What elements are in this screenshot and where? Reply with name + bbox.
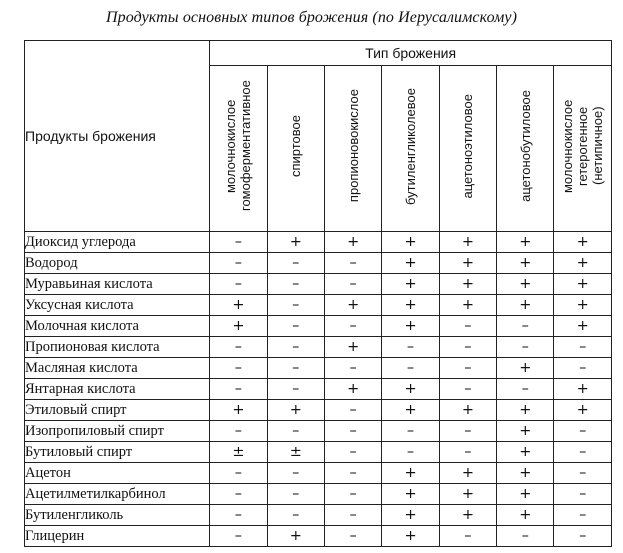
presence-mark: – [382,337,439,358]
table-row [25,442,612,463]
presence-mark: – [497,379,554,400]
presence-mark: + [210,400,267,421]
presence-mark: + [382,379,439,400]
presence-mark: + [324,379,381,400]
presence-mark: + [554,295,612,316]
product-name: Масляная кислота [25,358,210,379]
presence-mark: – [210,526,267,547]
presence-mark: + [382,463,439,484]
product-name: Муравьиная кислота [25,274,210,295]
presence-mark: + [439,253,496,274]
presence-mark: + [554,232,612,253]
table-row [25,421,612,442]
presence-mark: + [210,316,267,337]
table-row [25,400,612,421]
presence-mark: – [324,400,381,421]
presence-mark: – [439,379,496,400]
product-name: Молочная кислота [25,316,210,337]
presence-mark: + [324,232,381,253]
presence-mark: + [439,400,496,421]
presence-mark: + [382,274,439,295]
table-body [25,232,612,547]
presence-mark: – [324,274,381,295]
presence-mark: – [497,316,554,337]
table-row [25,337,612,358]
table-row [25,463,612,484]
presence-mark: – [382,421,439,442]
column-header-label: пропионовокислое [345,89,361,203]
presence-mark: + [554,253,612,274]
presence-mark: + [554,274,612,295]
column-header [439,66,496,232]
presence-mark: + [267,400,324,421]
presence-mark: + [439,463,496,484]
presence-mark: + [382,484,439,505]
table-row [25,232,612,253]
presence-mark: – [210,232,267,253]
table-caption: Продукты основных типов брожения (по Иерусалимскому) [105,9,518,26]
presence-mark: + [439,274,496,295]
presence-mark: + [497,358,554,379]
presence-mark: + [324,295,381,316]
product-name: Бутиленгликоль [25,505,210,526]
table-row [25,358,612,379]
presence-mark: – [497,337,554,358]
presence-mark: – [267,463,324,484]
presence-mark: + [497,253,554,274]
presence-mark: – [267,274,324,295]
column-header-label: молочнокислое гетерогенное (нетипичное) [560,99,606,193]
presence-mark: – [324,463,381,484]
presence-mark: + [497,484,554,505]
column-header-label: бутиленгликолевое [403,87,419,205]
table-row [25,316,612,337]
column-header [324,66,381,232]
column-header [382,66,439,232]
presence-mark: – [267,484,324,505]
column-header-label: спиртовое [288,114,304,177]
presence-mark: + [497,463,554,484]
presence-mark: + [497,232,554,253]
column-header-label: молочнокислое гомоферментативное [223,80,254,212]
product-name: Пропионовая кислота [25,337,210,358]
presence-mark: – [554,442,612,463]
table-row [25,526,612,547]
presence-mark: – [497,526,554,547]
presence-mark: – [554,421,612,442]
product-name: Янтарная кислота [25,379,210,400]
presence-mark: – [324,484,381,505]
fermentation-type-header: Тип брожения [210,41,612,66]
presence-mark: + [210,295,267,316]
presence-mark: – [210,379,267,400]
column-header [497,66,554,232]
presence-mark: – [324,421,381,442]
product-name: Ацетилметилкарбинол [25,484,210,505]
presence-mark: + [382,316,439,337]
presence-mark: – [267,253,324,274]
product-name: Изопропиловый спирт [25,421,210,442]
column-header-label: ацетоноэтиловое [460,93,476,199]
presence-mark: – [267,358,324,379]
presence-mark: – [439,337,496,358]
presence-mark: – [439,421,496,442]
presence-mark: – [554,463,612,484]
presence-mark: + [382,295,439,316]
presence-mark: – [324,442,381,463]
product-name: Этиловый спирт [25,400,210,421]
presence-mark: – [210,253,267,274]
table-row [25,274,612,295]
presence-mark: – [210,463,267,484]
presence-mark: – [267,316,324,337]
presence-mark: + [382,232,439,253]
presence-mark: + [497,421,554,442]
presence-mark: + [324,337,381,358]
presence-mark: + [382,400,439,421]
product-name: Бутиловый спирт [25,442,210,463]
column-header [210,66,267,232]
presence-mark: + [554,400,612,421]
presence-mark: – [267,421,324,442]
table-row [25,295,612,316]
presence-mark: – [267,379,324,400]
table-row [25,379,612,400]
presence-mark: – [324,316,381,337]
presence-mark: – [210,484,267,505]
product-name: Водород [25,253,210,274]
presence-mark: – [324,526,381,547]
presence-mark: – [554,337,612,358]
presence-mark: ± [210,442,267,463]
presence-mark: – [210,274,267,295]
column-header [267,66,324,232]
presence-mark: – [554,505,612,526]
presence-mark: + [554,316,612,337]
presence-mark: – [267,505,324,526]
presence-mark: – [267,337,324,358]
presence-mark: – [554,358,612,379]
presence-mark: – [439,358,496,379]
column-header [554,66,612,232]
presence-mark: – [210,421,267,442]
presence-mark: + [267,526,324,547]
product-name: Уксусная кислота [25,295,210,316]
product-name: Диоксид углерода [25,232,210,253]
table-row [25,505,612,526]
presence-mark: – [210,505,267,526]
presence-mark: + [439,484,496,505]
presence-mark: + [439,232,496,253]
fermentation-products-table [24,40,612,547]
presence-mark: + [382,253,439,274]
presence-mark: + [497,274,554,295]
presence-mark: + [497,505,554,526]
presence-mark: – [439,442,496,463]
presence-mark: – [324,505,381,526]
products-header: Продукты брожения [25,41,210,232]
presence-mark: + [497,295,554,316]
presence-mark: + [439,295,496,316]
presence-mark: + [382,505,439,526]
presence-mark: – [324,253,381,274]
presence-mark: – [324,358,381,379]
presence-mark: – [439,526,496,547]
table-row [25,253,612,274]
presence-mark: – [382,442,439,463]
presence-mark: – [439,316,496,337]
presence-mark: + [497,442,554,463]
presence-mark: + [267,232,324,253]
column-header-label: ацетонобутиловое [517,90,533,202]
presence-mark: + [497,400,554,421]
presence-mark: + [382,526,439,547]
product-name: Глицерин [25,526,210,547]
presence-mark: – [267,295,324,316]
presence-mark: – [382,358,439,379]
table-row [25,484,612,505]
presence-mark: + [439,505,496,526]
presence-mark: – [554,484,612,505]
presence-mark: – [210,358,267,379]
presence-mark: – [210,337,267,358]
presence-mark: – [554,526,612,547]
product-name: Ацетон [25,463,210,484]
presence-mark: ± [267,442,324,463]
presence-mark: + [554,379,612,400]
